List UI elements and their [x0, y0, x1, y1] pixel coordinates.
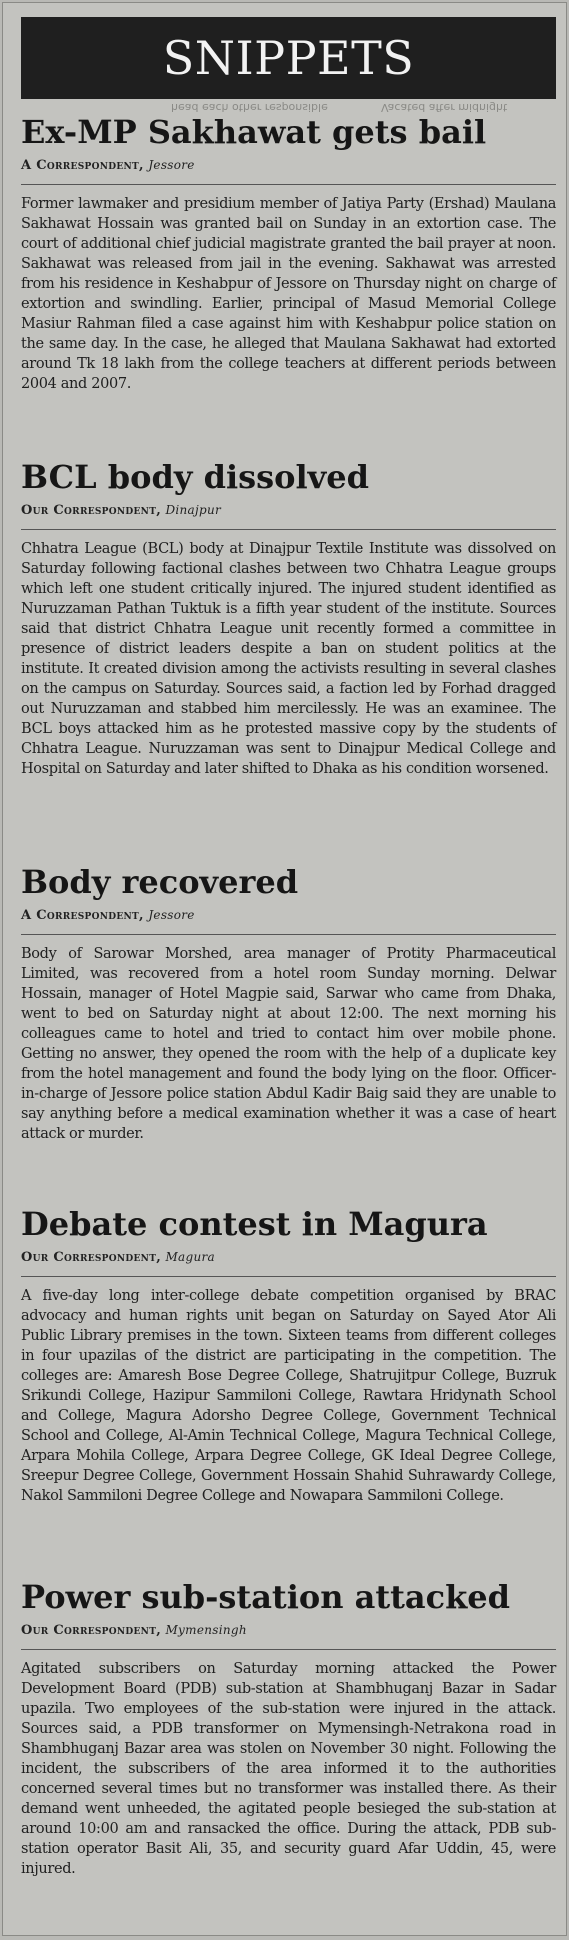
byline-correspondent: Our Correspondent,	[21, 503, 162, 518]
story-byline	[21, 500, 556, 530]
story-headline: Debate contest in Magura	[21, 1205, 488, 1243]
section-banner	[21, 17, 556, 99]
byline-location: Jessore	[148, 908, 195, 922]
story-body: Body of Sarowar Morshed, area manager of Protity Pharmaceutical Limited, was recovered from a hotel room Sunday morning. Delwar Hossain, manager of Hotel Magpie said, Sarwar who came from Dhaka, went to bed on Saturday night at about 12:00. The next morning his colleagues came to hotel and tried to contact him over mobile phone. Getting no answer, they opened the room with the help of a duplicate key from the hotel management and found the body lying on the floor. Officer-in-charge of Jessore police station Abdul Kadir Baig said they are unable to say anything before a medical examination whether it was a case of heart attack or murder.	[21, 946, 556, 1142]
story-body: Agitated subscribers on Saturday morning attacked the Power Development Board (PDB) sub-station at Shambhuganj Bazar in Sadar upazila. Two employees of the sub-station were injured in the attack. Sources said, a PDB transformer on Mymensingh-Netrakona road in Shambhuganj Bazar area was stolen on November 30 night. Following the incident, the subscribers of the area informed it to the authorities concerned several times but no transformer was installed there. As their demand went unheeded, the agitated people besieged the sub-station at around 10:00 am and ransacked the office. During the attack, PDB sub-station operator Basit Ali, 35, and security guard Afar Uddin, 45, were injured.	[21, 1661, 556, 1877]
story-byline	[21, 155, 556, 185]
newspaper-page	[2, 2, 567, 1936]
story-ex-mp-bail	[21, 113, 556, 394]
section-title: SNIPPETS	[162, 31, 415, 85]
byline-correspondent: Our Correspondent,	[21, 1623, 162, 1638]
byline-location: Mymensingh	[165, 1623, 247, 1637]
story-headline: Body recovered	[21, 863, 299, 901]
story-power-substation	[21, 1578, 556, 1879]
story-bcl-dissolved	[21, 458, 556, 779]
bleed-through-left: head each other responsible	[171, 101, 328, 114]
byline-location: Dinajpur	[165, 503, 222, 517]
story-body: A five-day long inter-college debate competition organised by BRAC advocacy and human rights unit began on Saturday on Sayed Ator Ali Public Library premises in the town. Sixteen teams from different colleges in four upazilas of the district are participating in the competition. The colleges are: Amaresh Bose Degree College, Shatrujitpur College, Buzruk Srikundi College, Hazipur Sammiloni College, Rawtara Hridynath School and College, Magura Adorsho Degree College, Government Technical School and College, Al-Amin Technical College, Magura Technical College, Arpara Mohila College, Arpara Degree College, GK Ideal Degree College, Sreepur Degree College, Government Hossain Shahid Suhrawardy College, Nakol Sammiloni Degree College and Nowapara Sammiloni College.	[21, 1288, 556, 1504]
story-byline	[21, 1247, 556, 1277]
story-byline	[21, 1620, 556, 1650]
story-body: Former lawmaker and presidium member of Jatiya Party (Ershad) Maulana Sakhawat Hossain was granted bail on Sunday in an extortion case. The court of additional chief judicial magistrate granted the bail prayer at noon. Sakhawat was released from jail in the evening. Sakhawat was arrested from his residence in Keshabpur of Jessore on Thursday night on charge of extortion and swindling. Earlier, principal of Masud Memorial College Masiur Rahman filed a case against him with Keshabpur police station on the same day. In the case, he alleged that Maulana Sakhawat had extorted around Tk 18 lakh from the college teachers at different periods between 2004 and 2007.	[21, 196, 556, 392]
story-debate-contest	[21, 1205, 556, 1506]
story-body-recovered	[21, 863, 556, 1144]
byline-correspondent: Our Correspondent,	[21, 1250, 162, 1265]
byline-location: Magura	[165, 1250, 216, 1264]
bleed-through-right: Vacated after midnight	[381, 101, 508, 114]
story-headline: Power sub-station attacked	[21, 1578, 511, 1616]
byline-location: Jessore	[148, 158, 195, 172]
byline-correspondent: A Correspondent,	[21, 908, 144, 923]
story-body: Chhatra League (BCL) body at Dinajpur Textile Institute was dissolved on Saturday following factional clashes between two Chhatra League groups which left one student critically injured. The injured student identified as Nuruzzaman Pathan Tuktuk is a fifth year student of the institute. Sources said that district Chhatra League unit recently formed a committee in presence of district leaders despite a ban on student politics at the institute. It created division among the activists resulting in several clashes on the campus on Saturday. Sources said, a faction led by Forhad dragged out Nuruzzaman and stabbed him mercilessly. He was an examinee. The BCL boys attacked him as he protested massive copy by the students of Chhatra League. Nuruzzaman was sent to Dinajpur Medical College and Hospital on Saturday and later shifted to Dhaka as his condition worsened.	[21, 541, 556, 777]
story-headline: Ex-MP Sakhawat gets bail	[21, 113, 487, 151]
story-byline	[21, 905, 556, 935]
story-headline: BCL body dissolved	[21, 458, 369, 496]
byline-correspondent: A Correspondent,	[21, 158, 144, 173]
